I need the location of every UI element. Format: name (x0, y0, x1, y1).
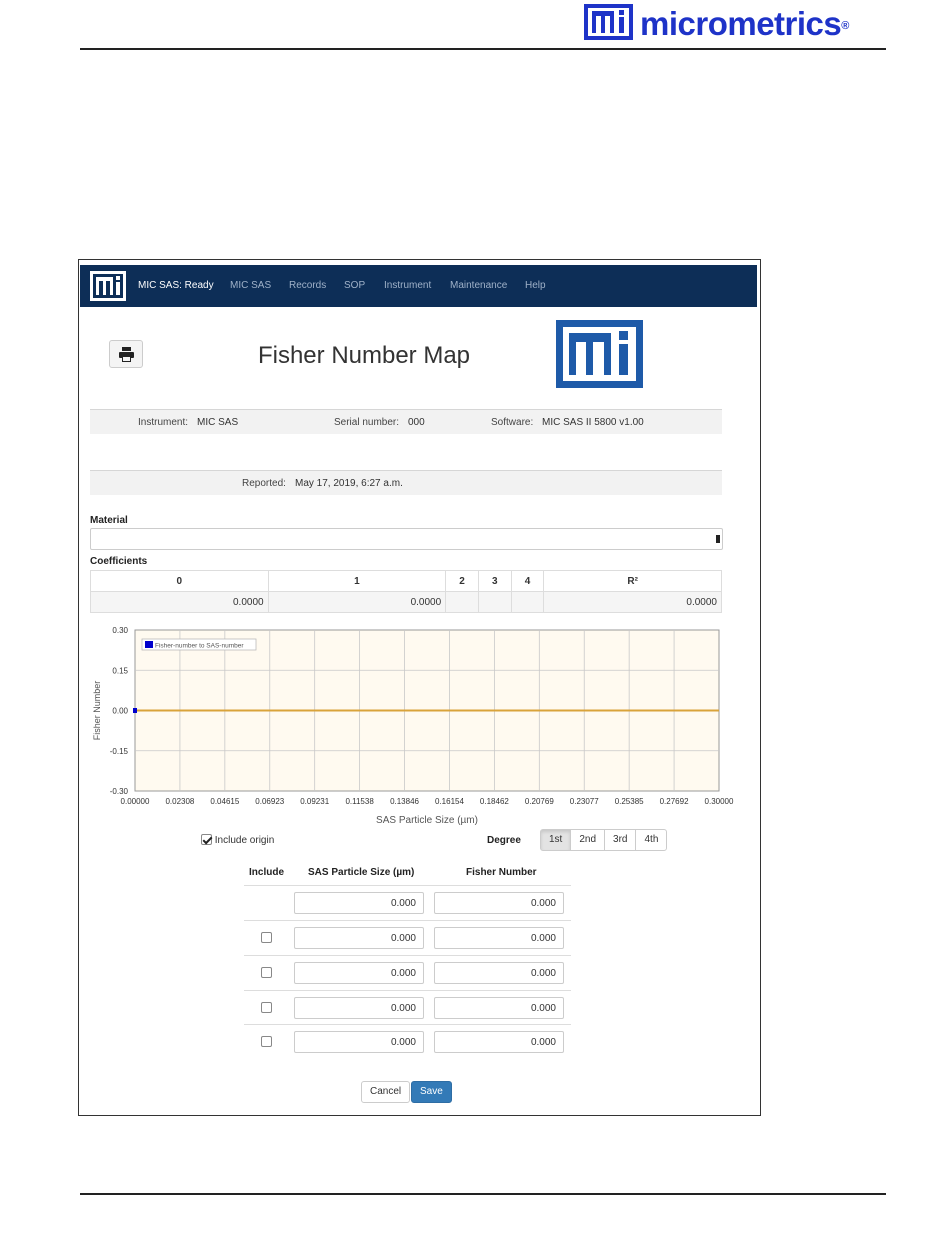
nav-instrument[interactable]: Instrument (384, 280, 432, 291)
x-tick-label: 0.13846 (390, 797, 419, 806)
degree-label: Degree (487, 835, 521, 846)
include-checkbox[interactable] (261, 1002, 272, 1013)
reported-label: Reported: (242, 478, 286, 489)
size-input[interactable] (294, 997, 424, 1019)
app-status[interactable]: MIC SAS: Ready (138, 280, 214, 291)
include-checkbox[interactable] (261, 967, 272, 978)
include-origin-option[interactable] (201, 834, 274, 846)
nav-sop[interactable]: SOP (344, 280, 366, 291)
x-tick-label: 0.16154 (435, 797, 464, 806)
instrument-info (90, 409, 722, 434)
coef-header-r2: R² (544, 571, 722, 592)
y-tick-label: 0.00 (112, 706, 128, 716)
coef-header-3: 3 (478, 571, 511, 592)
coef-header-0: 0 (91, 571, 269, 592)
degree-selector (540, 829, 667, 851)
size-header: SAS Particle Size (µm) (308, 867, 415, 878)
coef-value-2 (446, 592, 479, 613)
save-button[interactable]: Save (411, 1081, 452, 1103)
report-date-info (90, 470, 722, 495)
fisher-header: Fisher Number (466, 867, 537, 878)
y-tick-label: 0.15 (112, 666, 128, 676)
fisher-input[interactable] (434, 927, 564, 949)
table-row (244, 955, 571, 990)
coefficients-table (90, 570, 722, 613)
material-label: Material (90, 515, 128, 526)
x-tick-label: 0.04615 (210, 797, 240, 806)
nav-maintenance[interactable]: Maintenance (450, 280, 508, 291)
nav-help[interactable]: Help (525, 280, 546, 291)
y-tick-label: 0.30 (112, 626, 128, 635)
table-row (244, 885, 571, 920)
y-axis-label: Fisher Number (92, 680, 102, 741)
x-axis-label: SAS Particle Size (µm) (376, 815, 478, 826)
include-checkbox[interactable] (261, 1036, 272, 1047)
mi-report-logo-icon (556, 320, 643, 388)
size-input[interactable] (294, 892, 424, 914)
software-label: Software: (491, 417, 534, 428)
app-screenshot (78, 259, 761, 1116)
size-input[interactable] (294, 1031, 424, 1053)
include-origin-checkbox[interactable] (201, 834, 212, 845)
x-tick-label: 0.11538 (345, 797, 374, 806)
serial-value: 000 (408, 417, 425, 428)
software-value: MIC SAS II 5800 v1.00 (542, 417, 644, 428)
fisher-chart (87, 622, 737, 832)
instrument-value: MIC SAS (197, 417, 239, 428)
x-tick-label: 0.23077 (569, 797, 599, 806)
registered-mark: ® (841, 20, 849, 32)
degree-1st-button[interactable]: 1st (540, 829, 571, 851)
fisher-input[interactable] (434, 1031, 564, 1053)
x-tick-label: 0.30000 (704, 797, 734, 806)
print-button[interactable] (109, 340, 143, 368)
reported-value: May 17, 2019, 6:27 a.m. (295, 478, 403, 489)
x-tick-label: 0.20769 (524, 797, 554, 806)
degree-4th-button[interactable]: 4th (635, 829, 667, 851)
coef-value-r2: 0.0000 (544, 592, 722, 613)
coef-header-2: 2 (446, 571, 479, 592)
size-input[interactable] (294, 962, 424, 984)
printer-icon (119, 347, 134, 362)
x-tick-label: 0.06923 (255, 797, 285, 806)
navbar (80, 265, 757, 307)
mi-logo-icon (584, 4, 633, 40)
y-tick-label: -0.15 (109, 746, 128, 756)
brand-wordmark: micrometrics (640, 5, 842, 42)
degree-2nd-button[interactable]: 2nd (570, 829, 605, 851)
cancel-button[interactable]: Cancel (361, 1081, 410, 1103)
x-tick-label: 0.27692 (659, 797, 689, 806)
micromeritics-logo (584, 4, 884, 44)
serial-label: Serial number: (334, 417, 400, 428)
nav-records[interactable]: Records (289, 280, 327, 291)
nav-mic-sas[interactable]: MIC SAS (230, 280, 272, 291)
footer-rule (80, 1193, 886, 1195)
fisher-input[interactable] (434, 962, 564, 984)
coef-header-4: 4 (511, 571, 544, 592)
instrument-label: Instrument: (138, 417, 189, 428)
coef-value-3 (478, 592, 511, 613)
report-title: Fisher Number Map (257, 342, 471, 369)
coef-value-4 (511, 592, 544, 613)
degree-3rd-button[interactable]: 3rd (604, 829, 636, 851)
material-select[interactable] (90, 528, 723, 550)
fisher-input[interactable] (434, 997, 564, 1019)
data-point (133, 708, 137, 713)
legend-label: Fisher-number to SAS-number (155, 642, 244, 650)
fisher-input[interactable] (434, 892, 564, 914)
size-input[interactable] (294, 927, 424, 949)
x-tick-label: 0.25385 (614, 797, 644, 806)
x-tick-label: 0.09231 (300, 797, 330, 806)
coefficients-label: Coefficients (90, 556, 148, 567)
x-tick-label: 0.18462 (479, 797, 509, 806)
table-row (244, 1024, 571, 1059)
header-rule (80, 48, 886, 50)
include-header: Include (249, 867, 285, 878)
coef-value-0: 0.0000 (91, 592, 269, 613)
x-tick-label: 0.02308 (165, 797, 195, 806)
dropdown-icon (716, 535, 720, 543)
y-tick-label: -0.30 (109, 787, 128, 796)
x-tick-label: 0.00000 (120, 797, 150, 806)
include-origin-label: Include origin (214, 835, 275, 846)
table-row (244, 990, 571, 1025)
mi-logo-icon[interactable] (90, 271, 126, 301)
include-checkbox[interactable] (261, 932, 272, 943)
coef-header-1: 1 (268, 571, 446, 592)
legend-swatch (145, 641, 153, 648)
coef-value-1: 0.0000 (268, 592, 446, 613)
table-row (244, 920, 571, 955)
